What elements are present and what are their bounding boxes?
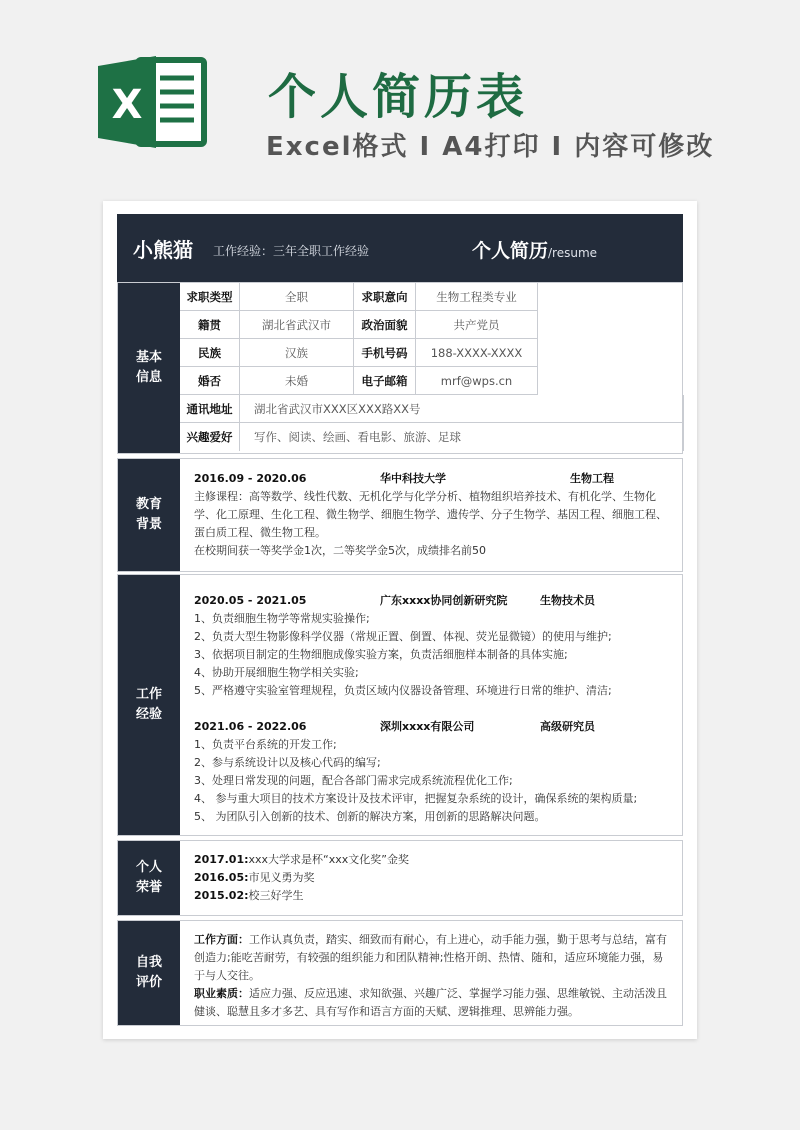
value-email: mrf@wps.cn bbox=[416, 367, 538, 395]
resume-header bbox=[117, 214, 683, 282]
evaluation-work: 工作方面：工作认真负责，踏实、细致而有耐心，有上进心，动手能力强，勤于思考与总结，富有创造力;能吃苦耐劳，有较强的组织能力和团队精神;性格开朗、热情、随和，适应环境能力强，易于与人交往。 bbox=[194, 933, 667, 982]
label-hobby: 兴趣爱好 bbox=[180, 423, 240, 451]
value-job-type: 全职 bbox=[240, 283, 354, 311]
value-hobby: 写作、阅读、绘画、看电影、旅游、足球 bbox=[240, 423, 684, 451]
resume-title-sub: /resume bbox=[548, 246, 598, 260]
value-address: 湖北省武汉市XXX区XXX路XX号 bbox=[240, 395, 684, 423]
job-1-duty: 3、依据项目制定的生物细胞成像实验方案，负责活细胞样本制备的具体实施; bbox=[194, 648, 568, 661]
work-section bbox=[117, 574, 683, 836]
job-1-duty: 2、负责大型生物影像科学仪器（常规正置、倒置、体视、荧光显微镜）的使用与维护; bbox=[194, 630, 612, 643]
honor-item: 2017.01:xxx大学求是杯“xxx文化奖”金奖 bbox=[194, 853, 409, 866]
resume-title-main: 个人简历 bbox=[472, 240, 549, 262]
honor-item: 2016.05:市见义勇为奖 bbox=[194, 871, 315, 884]
label-ethnicity: 民族 bbox=[180, 339, 240, 367]
label-marital: 婚否 bbox=[180, 367, 240, 395]
excel-logo-letter: X bbox=[111, 82, 143, 128]
label-job-intention: 求职意向 bbox=[354, 283, 416, 311]
work-experience-summary: 工作经验：三年全职工作经验 bbox=[213, 244, 370, 258]
value-job-intention: 生物工程类专业 bbox=[416, 283, 538, 311]
work-label: 工作经验 bbox=[118, 575, 180, 835]
label-email: 电子邮箱 bbox=[354, 367, 416, 395]
education-major: 生物工程 bbox=[570, 472, 614, 485]
job-2-duty: 2、参与系统设计以及核心代码的编写; bbox=[194, 756, 381, 769]
value-marital: 未婚 bbox=[240, 367, 354, 395]
basic-info-grid bbox=[180, 283, 684, 453]
basic-info-section bbox=[117, 282, 683, 454]
resume-title bbox=[472, 236, 597, 263]
education-period: 2016.09 - 2020.06 bbox=[194, 472, 307, 485]
value-ethnicity: 汉族 bbox=[240, 339, 354, 367]
education-courses: 主修课程：高等数学、线性代数、无机化学与化学分析、植物组织培养技术、有机化学、生物化学、化工原理、生化工程、微生物学、细胞生物学、遗传学、分子生物学、基因工程、细胞工程、蛋白质工程、微生物工程。 bbox=[194, 490, 667, 539]
basic-info-label: 基本信息 bbox=[118, 283, 180, 453]
job-1-company: 广东xxxx协同创新研究院 bbox=[380, 594, 508, 607]
honor-item: 2015.02:校三好学生 bbox=[194, 889, 304, 902]
label-phone: 手机号码 bbox=[354, 339, 416, 367]
job-1-period: 2020.05 - 2021.05 bbox=[194, 594, 307, 607]
job-2-duty: 4、 参与重大项目的技术方案设计及技术评审，把握复杂系统的设计，确保系统的架构质量; bbox=[194, 792, 638, 805]
job-2-period: 2021.06 - 2022.06 bbox=[194, 720, 307, 733]
job-2-duty: 3、处理日常发现的问题，配合各部门需求完成系统流程优化工作; bbox=[194, 774, 513, 787]
banner-title: 个人简历表 bbox=[268, 69, 529, 125]
job-1-duty: 4、协助开展细胞生物学相关实验; bbox=[194, 666, 359, 679]
applicant-name: 小熊猫 bbox=[133, 238, 193, 262]
value-political-status: 共产党员 bbox=[416, 311, 538, 339]
excel-logo-icon bbox=[98, 56, 208, 148]
education-awards: 在校期间获一等奖学金1次，二等奖学金5次，成绩排名前50 bbox=[194, 544, 486, 557]
label-political-status: 政治面貌 bbox=[354, 311, 416, 339]
education-school: 华中科技大学 bbox=[380, 472, 446, 485]
job-1-position: 生物技术员 bbox=[540, 594, 595, 607]
value-phone: 188-XXXX-XXXX bbox=[416, 339, 538, 367]
honors-label: 个人荣誉 bbox=[118, 841, 180, 915]
banner bbox=[0, 0, 800, 190]
job-2-duty: 1、负责平台系统的开发工作; bbox=[194, 738, 337, 751]
job-1-duty: 1、负责细胞生物学等常规实验操作; bbox=[194, 612, 370, 625]
job-2-company: 深圳xxxx有限公司 bbox=[380, 720, 475, 733]
label-native-place: 籍贯 bbox=[180, 311, 240, 339]
value-native-place: 湖北省武汉市 bbox=[240, 311, 354, 339]
job-1-duty: 5、严格遵守实验室管理规程，负责区域内仪器设备管理、环境进行日常的维护、清洁; bbox=[194, 684, 612, 697]
resume-sheet bbox=[103, 201, 697, 1039]
banner-subtitle: Excel格式 I A4打印 I 内容可修改 bbox=[266, 132, 715, 162]
evaluation-section bbox=[117, 920, 683, 1026]
job-2-position: 高级研究员 bbox=[540, 720, 595, 733]
evaluation-label: 自我评价 bbox=[118, 921, 180, 1025]
label-address: 通讯地址 bbox=[180, 395, 240, 423]
honors-section bbox=[117, 840, 683, 916]
education-label: 教育背景 bbox=[118, 459, 180, 571]
evaluation-quality: 职业素质：适应力强、反应迅速、求知欲强、兴趣广泛、掌握学习能力强、思维敏锐、主动活泼且健谈、聪慧且多才多艺、具有写作和语言方面的天赋、逻辑推理、思辨能力强。 bbox=[194, 987, 667, 1018]
label-job-type: 求职类型 bbox=[180, 283, 240, 311]
education-section bbox=[117, 458, 683, 572]
job-2-duty: 5、 为团队引入创新的技术、创新的解决方案，用创新的思路解决问题。 bbox=[194, 810, 546, 823]
